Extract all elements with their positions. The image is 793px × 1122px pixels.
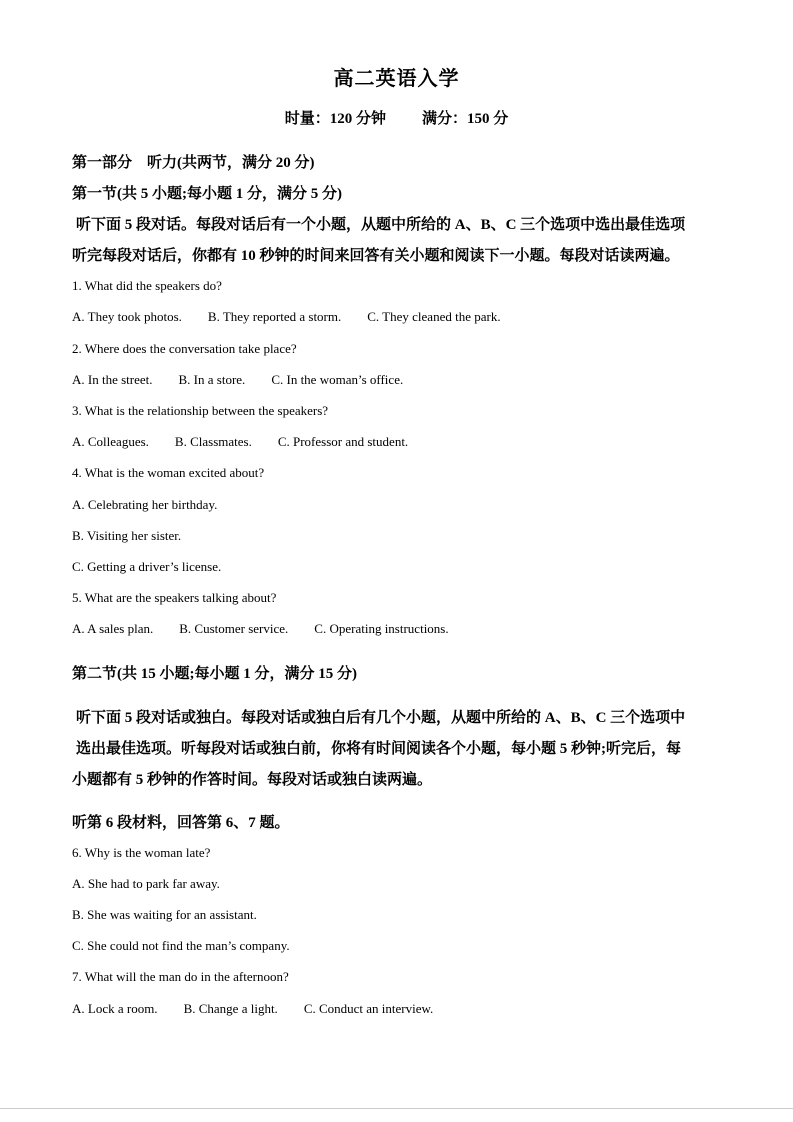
option: B. They reported a storm. bbox=[207, 309, 342, 324]
option: C. Conduct an interview. bbox=[303, 1001, 434, 1016]
section2-instruction-line: 听下面 5 段对话或独白。每段对话或独白后有几个小题，从题中所给的 A、B、C 三个选项中 bbox=[76, 710, 686, 726]
option: A. She had to park far away. bbox=[72, 876, 220, 891]
exam-title: 高二英语入学 bbox=[333, 68, 460, 90]
question-stem: 6. Why is the woman late? bbox=[72, 845, 211, 860]
options-row bbox=[72, 621, 449, 637]
options-row bbox=[72, 434, 408, 450]
section1-instruction-line: 听下面 5 段对话。每段对话后有一个小题，从题中所给的 A、B、C 三个选项中选出最佳选项 bbox=[76, 217, 686, 233]
question-stem: 2. Where does the conversation take place? bbox=[72, 341, 297, 356]
section2-heading: 第二节(共 15 小题;每小题 1 分，满分 15 分) bbox=[72, 666, 357, 682]
option: C. Getting a driver’s license. bbox=[72, 559, 222, 574]
question-stem: 7. What will the man do in the afternoon? bbox=[72, 969, 289, 984]
part1-heading: 第一部分 听力(共两节，满分 20 分) bbox=[72, 155, 315, 171]
option: A. Celebrating her birthday. bbox=[72, 497, 218, 512]
option: A. In the street. bbox=[72, 372, 153, 387]
section1-heading: 第一节(共 5 小题;每小题 1 分，满分 5 分) bbox=[72, 186, 342, 202]
option: B. Change a light. bbox=[183, 1001, 278, 1016]
material-heading: 听第 6 段材料，回答第 6、7 题。 bbox=[72, 815, 290, 831]
question-stem: 3. What is the relationship between the speakers? bbox=[72, 403, 329, 418]
option: C. In the woman’s office. bbox=[271, 372, 404, 387]
option: A. A sales plan. bbox=[72, 621, 154, 636]
full-score: 满分：150 分 bbox=[422, 111, 509, 127]
option: A. Colleagues. bbox=[72, 434, 149, 449]
option: C. They cleaned the park. bbox=[367, 309, 501, 324]
option: C. She could not find the man’s company. bbox=[72, 938, 290, 953]
page-bottom-divider bbox=[0, 1108, 793, 1109]
question-stem: 1. What did the speakers do? bbox=[72, 278, 222, 293]
option: C. Professor and student. bbox=[277, 434, 409, 449]
option: B. Visiting her sister. bbox=[72, 528, 182, 543]
option: B. In a store. bbox=[178, 372, 246, 387]
option: C. Operating instructions. bbox=[314, 621, 449, 636]
question-stem: 4. What is the woman excited about? bbox=[72, 465, 265, 480]
option: A. They took photos. bbox=[72, 309, 182, 324]
option: A. Lock a room. bbox=[72, 1001, 158, 1016]
time-limit: 时量：120 分钟 bbox=[284, 111, 386, 127]
option: B. She was waiting for an assistant. bbox=[72, 907, 257, 922]
option: B. Customer service. bbox=[179, 621, 289, 636]
section2-instruction-line: 小题都有 5 秒钟的作答时间。每段对话或独白读两遍。 bbox=[72, 772, 433, 788]
options-row bbox=[72, 1001, 433, 1017]
options-row bbox=[72, 309, 501, 325]
options-row bbox=[72, 372, 403, 388]
exam-meta bbox=[0, 107, 793, 128]
section2-instruction-line: 选出最佳选项。听每段对话或独白前，你将有时间阅读各个小题，每小题 5 秒钟;听完后，每 bbox=[76, 741, 681, 757]
option: B. Classmates. bbox=[174, 434, 252, 449]
question-stem: 5. What are the speakers talking about? bbox=[72, 590, 277, 605]
section1-instruction-line: 听完每段对话后，你都有 10 秒钟的时间来回答有关小题和阅读下一小题。每段对话读两遍。 bbox=[72, 248, 680, 264]
